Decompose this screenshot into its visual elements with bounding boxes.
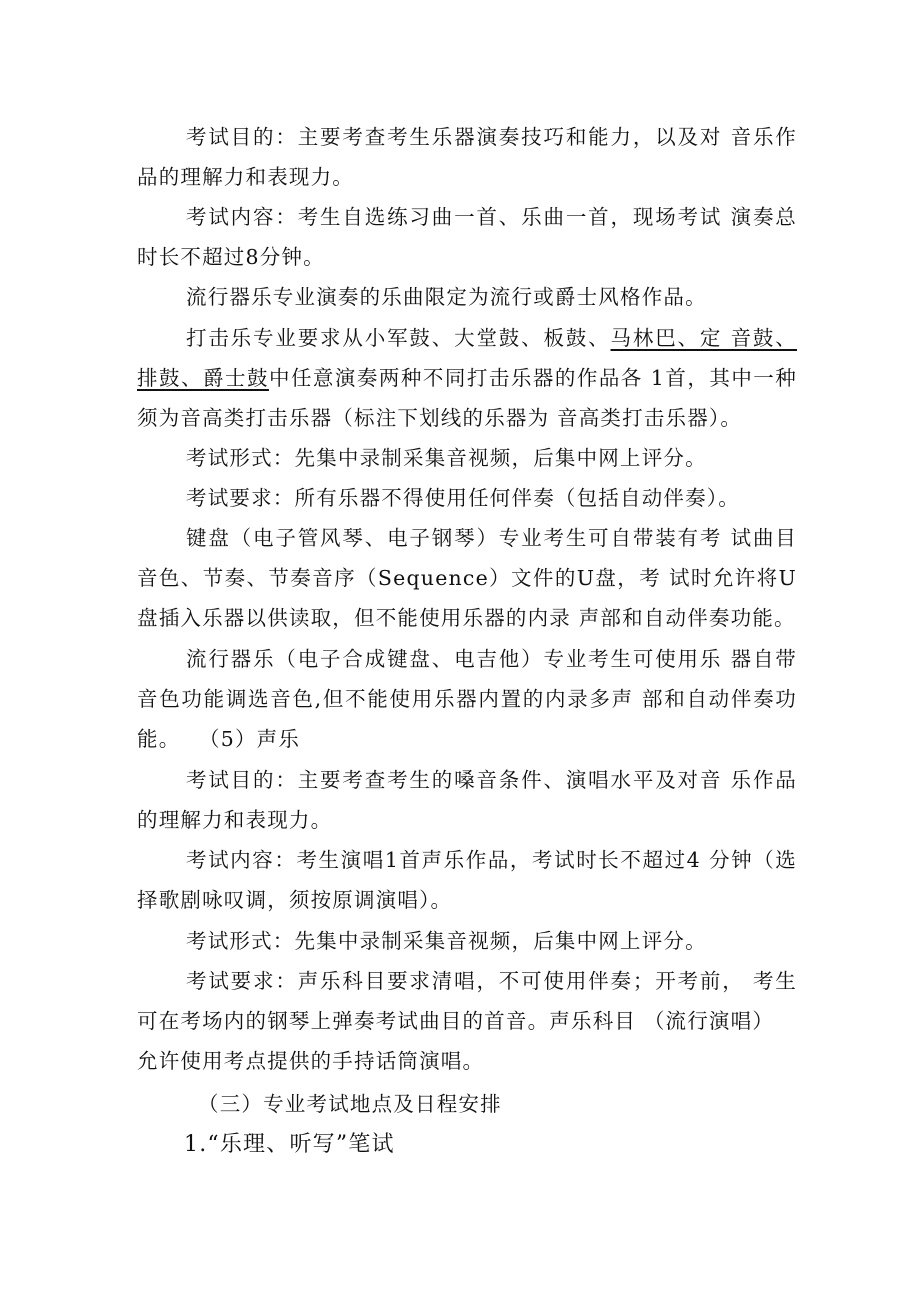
percussion-text-end: 中任意演奏两种不同打击乐器的作品各 1首，其中一种须为音高类打击乐器（标注下划线的乐器为 音高类打击乐器）。 (137, 366, 797, 430)
paragraph-pop-instrument-style: 流行器乐专业演奏的乐曲限定为流行或爵士风格作品。 (186, 285, 707, 309)
paragraph-exam-requirements-instrument: 考试要求：所有乐器不得使用任何伴奏（包括自动伴奏）。 (186, 486, 740, 510)
paragraph-percussion-requirements (137, 318, 797, 438)
paragraph-exam-format-vocal: 考试形式：先集中录制采集音视频，后集中网上评分。 (186, 929, 707, 953)
percussion-text-start: 打击乐专业要求从小军鼓、大堂鼓、板鼓、 (186, 326, 611, 350)
subheading-theory-dictation-written: 1.“乐理、听写”笔试 (184, 1132, 395, 1157)
paragraph-keyboard-usb-rules: 键盘（电子管风琴、电子钢琴）专业考生可自带装有考 试曲目音色、节奏、节奏音序（Sequence）文件的U盘，考 试时允许将U盘插入乐器以供读取，但不能使用乐器的内录 声部和自动伴奏功能。 (137, 526, 797, 630)
paragraph-exam-format-instrument: 考试形式：先集中录制采集音视频，后集中网上评分。 (186, 446, 707, 470)
paragraph-exam-content-instrument: 考试内容：考生自选练习曲一首、乐曲一首，现场考试 演奏总时长不超过8分钟。 (137, 205, 797, 269)
paragraph-pop-instrument-tone-rules: 流行器乐（电子合成键盘、电吉他）专业考生可使用乐 器自带音色功能调选音色,但不能使用乐器内置的内录多声 部和自动伴奏功能。 (137, 647, 797, 751)
paragraph-exam-content-vocal: 考试内容：考生演唱1首声乐作品，考试时长不超过4 分钟（选择歌剧咏叹调，须按原调演唱）。 (137, 848, 797, 912)
section-heading-vocal: （5）声乐 (199, 727, 301, 751)
paragraph-exam-purpose-instrument: 考试目的：主要考查考生乐器演奏技巧和能力，以及对 音乐作品的理解力和表现力。 (137, 125, 797, 189)
paragraph-exam-requirements-vocal: 考试要求：声乐科目要求清唱，不可使用伴奏；开考前， 考生可在考场内的钢琴上弹奏考试曲目的首音。声乐科目 （流行演唱） (137, 969, 797, 1033)
paragraph-exam-purpose-vocal: 考试目的：主要考查考生的嗓音条件、演唱水平及对音 乐作品的理解力和表现力。 (137, 768, 797, 832)
section-heading-exam-location-schedule: （三）专业考试地点及日程安排 (198, 1092, 502, 1116)
paragraph-microphone-allowed: 允许使用考点提供的手持话筒演唱。 (137, 1049, 485, 1073)
pitched-percussion-underlined: 马林巴、定 音鼓、排鼓、爵士鼓 (137, 326, 797, 390)
